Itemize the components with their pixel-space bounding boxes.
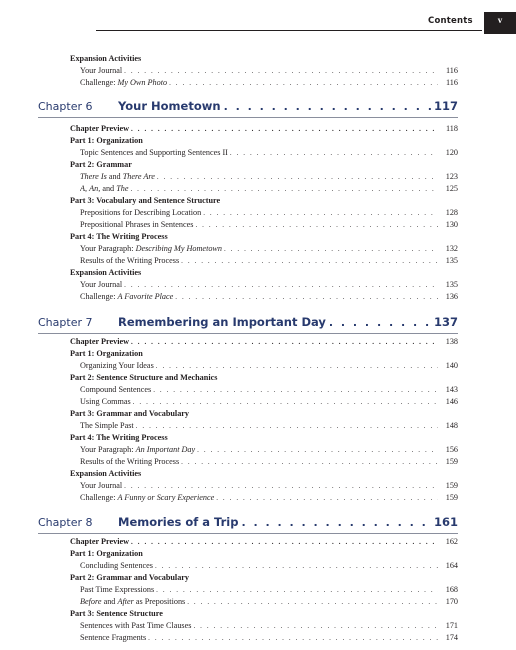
leader-dots <box>187 597 438 607</box>
section-heading: Part 4: The Writing Process <box>70 433 168 442</box>
chapter-heading-6[interactable]: Chapter 6 Your Hometown . . . 117 <box>38 98 458 114</box>
toc-entry[interactable]: Compound Sentences . . . 143 <box>80 385 458 395</box>
toc-entry[interactable]: Organizing Your Ideas . . . 140 <box>80 361 458 371</box>
section-heading: Part 4: The Writing Process <box>70 232 168 241</box>
section-heading: Part 1: Organization <box>70 549 143 558</box>
chapter-rule <box>38 333 458 334</box>
section-heading: Part 2: Sentence Structure and Mechanics <box>70 373 218 382</box>
running-head-title: Contents <box>428 16 473 26</box>
leader-dots <box>124 280 438 290</box>
section-heading: Part 2: Grammar and Vocabulary <box>70 573 190 582</box>
section-heading: Part 3: Sentence Structure <box>70 609 163 618</box>
section-heading: Part 2: Grammar <box>70 160 132 169</box>
leader-dots <box>193 621 438 631</box>
toc-entry[interactable]: Prepositional Phrases in Sentences . . . 130 <box>80 220 458 230</box>
leader-dots <box>131 537 438 547</box>
section-heading: Expansion Activities <box>70 268 142 277</box>
section-heading: Expansion Activities <box>70 469 142 478</box>
leader-dots <box>224 244 438 254</box>
toc-entry[interactable]: Your Journal . . . 116 <box>80 66 458 76</box>
leader-dots <box>181 457 438 467</box>
leader-dots <box>329 315 431 330</box>
toc-entry[interactable]: Chapter Preview . . . 138 <box>70 337 458 347</box>
leader-dots <box>203 208 438 218</box>
toc-entry[interactable]: Sentence Fragments . . . 174 <box>80 633 458 643</box>
toc-entry[interactable]: Prepositions for Describing Location . . . 128 <box>80 208 458 218</box>
page-number: 116 <box>446 78 458 87</box>
leader-dots <box>131 337 438 347</box>
section-heading: Part 1: Organization <box>70 136 143 145</box>
leader-dots <box>169 78 438 88</box>
leader-dots <box>216 493 438 503</box>
page-header <box>0 0 516 34</box>
toc-entry[interactable]: Results of the Writing Process . . . 159 <box>80 457 458 467</box>
section-heading: Expansion Activities <box>70 54 142 63</box>
leader-dots <box>156 585 438 595</box>
toc-entry[interactable]: Before and After as Prepositions . . . 170 <box>80 597 458 607</box>
page-number: v <box>497 15 503 25</box>
leader-dots <box>133 397 438 407</box>
toc-entry[interactable]: Your Journal . . . 159 <box>80 481 458 491</box>
page-number: 116 <box>446 66 458 75</box>
toc-entry[interactable]: Your Paragraph: An Important Day . . . 156 <box>80 445 458 455</box>
section-heading: Part 3: Vocabulary and Sentence Structure <box>70 196 221 205</box>
leader-dots <box>175 292 438 302</box>
header-rule <box>96 30 482 31</box>
toc-entry[interactable]: Challenge: My Own Photo . . . 116 <box>80 78 458 88</box>
chapter-heading-8[interactable]: Chapter 8 Memories of a Trip . . . 161 <box>38 514 458 530</box>
toc-entry[interactable]: Sentences with Past Time Clauses . . . 171 <box>80 621 458 631</box>
chapter-rule <box>38 533 458 534</box>
toc-entry[interactable]: Your Journal . . . 135 <box>80 280 458 290</box>
leader-dots <box>155 561 438 571</box>
leader-dots <box>130 184 438 194</box>
leader-dots <box>224 99 431 114</box>
toc-entry[interactable]: Chapter Preview . . . 162 <box>70 537 458 547</box>
toc-entry[interactable]: Topic Sentences and Supporting Sentences II . . . 120 <box>80 148 458 158</box>
leader-dots <box>156 361 438 371</box>
toc-entry[interactable]: Challenge: A Funny or Scary Experience . . . 159 <box>80 493 458 503</box>
leader-dots <box>153 385 438 395</box>
toc-entry[interactable]: Using Commas . . . 146 <box>80 397 458 407</box>
section-heading: Part 3: Grammar and Vocabulary <box>70 409 190 418</box>
toc-entry[interactable]: The Simple Past . . . 148 <box>80 421 458 431</box>
leader-dots <box>181 256 438 266</box>
chapter-rule <box>38 117 458 118</box>
leader-dots <box>230 148 438 158</box>
chapter-heading-7[interactable]: Chapter 7 Remembering an Important Day . . . 137 <box>38 314 458 330</box>
leader-dots <box>148 633 438 643</box>
toc-entry[interactable]: Chapter Preview . . . 118 <box>70 124 458 134</box>
leader-dots <box>136 421 438 431</box>
leader-dots <box>242 515 431 530</box>
toc-entry[interactable]: Concluding Sentences . . . 164 <box>80 561 458 571</box>
toc-entry[interactable]: Challenge: A Favorite Place . . . 136 <box>80 292 458 302</box>
leader-dots <box>197 445 438 455</box>
leader-dots <box>124 481 438 491</box>
leader-dots <box>157 172 438 182</box>
leader-dots <box>124 66 438 76</box>
toc-entry[interactable]: There Is and There Are . . . 123 <box>80 172 458 182</box>
toc-entry[interactable]: Your Paragraph: Describing My Hometown . . . 132 <box>80 244 458 254</box>
toc-entry[interactable]: A, An, and The . . . 125 <box>80 184 458 194</box>
toc-entry[interactable]: Results of the Writing Process . . . 135 <box>80 256 458 266</box>
toc-entry[interactable]: Past Time Expressions . . . 168 <box>80 585 458 595</box>
leader-dots <box>131 124 438 134</box>
section-heading: Part 1: Organization <box>70 349 143 358</box>
leader-dots <box>195 220 438 230</box>
